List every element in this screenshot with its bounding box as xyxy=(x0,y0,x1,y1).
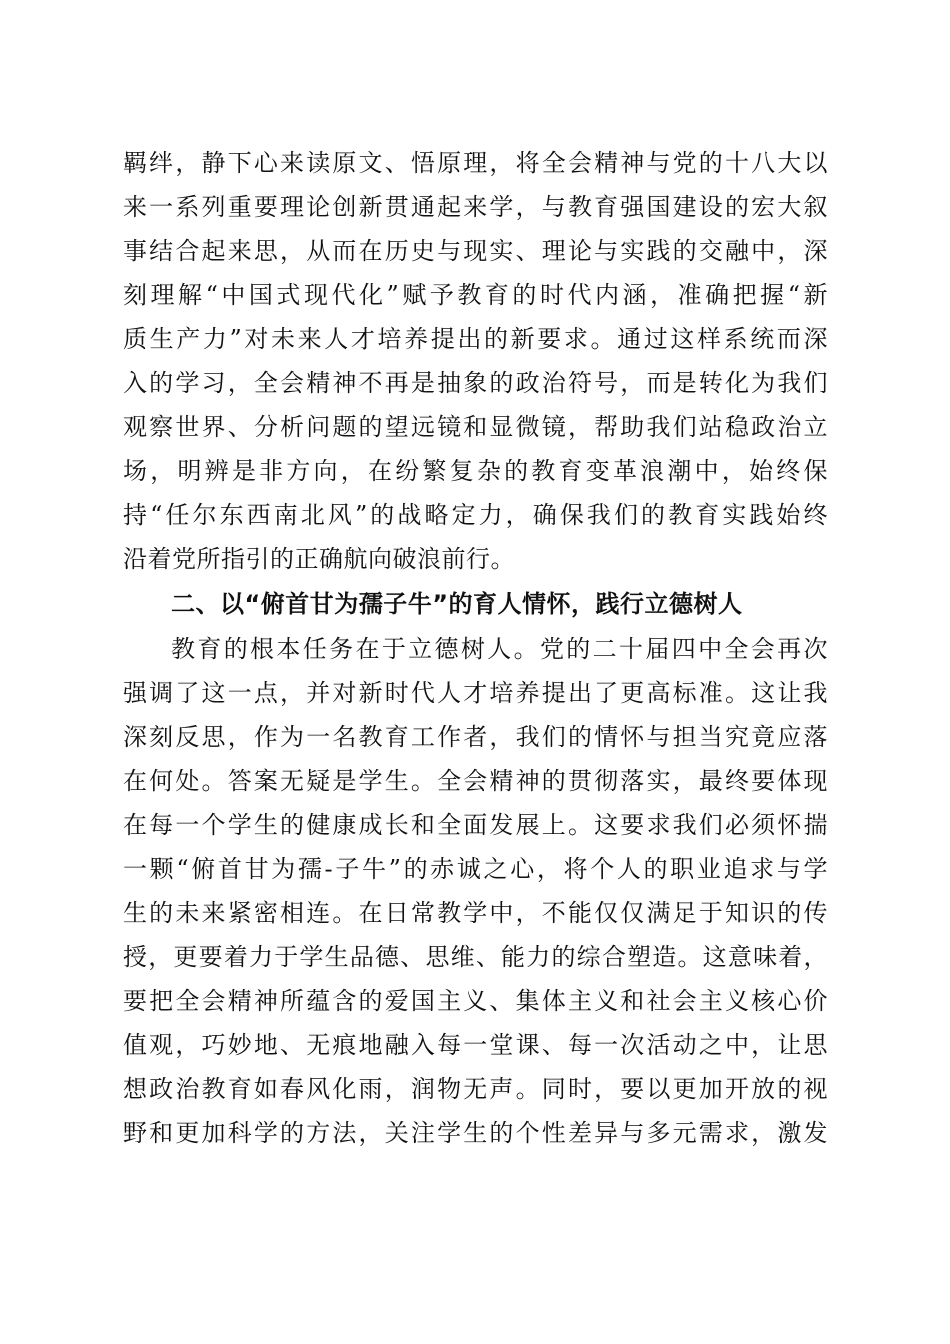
paragraph-1-line-10: 沿着党所指引的正确航向破浪前行。 xyxy=(123,545,515,573)
paragraph-2-line-3: 深刻反思，作为一名教育工作者，我们的情怀与担当究竟应落 xyxy=(123,723,828,751)
paragraph-1-line-1: 羁绊，静下心来读原文、悟原理，将全会精神与党的十八大以 xyxy=(123,149,828,177)
paragraph-2-line-1: 教育的根本任务在于立德树人。党的二十届四中全会再次 xyxy=(171,635,828,663)
paragraph-1-line-9: 持“任尔东西南北风”的战略定力，确保我们的教育实践始终 xyxy=(123,501,828,529)
paragraph-2-line-4: 在何处。答案无疑是学生。全会精神的贯彻落实，最终要体现 xyxy=(123,767,828,795)
paragraph-1-line-7: 观察世界、分析问题的望远镜和显微镜，帮助我们站稳政治立 xyxy=(123,413,828,441)
paragraph-2-line-10: 值观，巧妙地、无痕地融入每一堂课、每一次活动之中，让思 xyxy=(123,1031,828,1059)
paragraph-2-line-6: 一颗“俯首甘为孺-子牛”的赤诚之心，将个人的职业追求与学 xyxy=(123,855,828,883)
paragraph-2-line-5: 在每一个学生的健康成长和全面发展上。这要求我们必须怀揣 xyxy=(123,811,828,839)
paragraph-1-line-8: 场，明辨是非方向，在纷繁复杂的教育变革浪潮中，始终保 xyxy=(123,457,828,485)
section-heading: 二、以“俯首甘为孺子牛”的育人情怀，践行立德树人 xyxy=(171,590,743,618)
paragraph-2-line-7: 生的未来紧密相连。在日常教学中，不能仅仅满足于知识的传 xyxy=(123,899,828,927)
paragraph-2-line-11: 想政治教育如春风化雨，润物无声。同时，要以更加开放的视 xyxy=(123,1075,828,1103)
paragraph-2-line-8: 授，更要着力于学生品德、思维、能力的综合塑造。这意味着， xyxy=(123,943,828,971)
paragraph-2-line-9: 要把全会精神所蕴含的爱国主义、集体主义和社会主义核心价 xyxy=(123,987,828,1015)
paragraph-1-line-3: 事结合起来思，从而在历史与现实、理论与实践的交融中，深 xyxy=(123,237,828,265)
paragraph-2-line-2: 强调了这一点，并对新时代人才培养提出了更高标准。这让我 xyxy=(123,679,828,707)
paragraph-1-line-4: 刻理解“中国式现代化”赋予教育的时代内涵，准确把握“新 xyxy=(123,281,828,309)
paragraph-1-line-6: 入的学习，全会精神不再是抽象的政治符号，而是转化为我们 xyxy=(123,369,828,397)
paragraph-2-line-12: 野和更加科学的方法，关注学生的个性差异与多元需求，激发 xyxy=(123,1119,828,1147)
paragraph-1-line-2: 来一系列重要理论创新贯通起来学，与教育强国建设的宏大叙 xyxy=(123,193,828,221)
paragraph-1-line-5: 质生产力”对未来人才培养提出的新要求。通过这样系统而深 xyxy=(123,325,828,353)
